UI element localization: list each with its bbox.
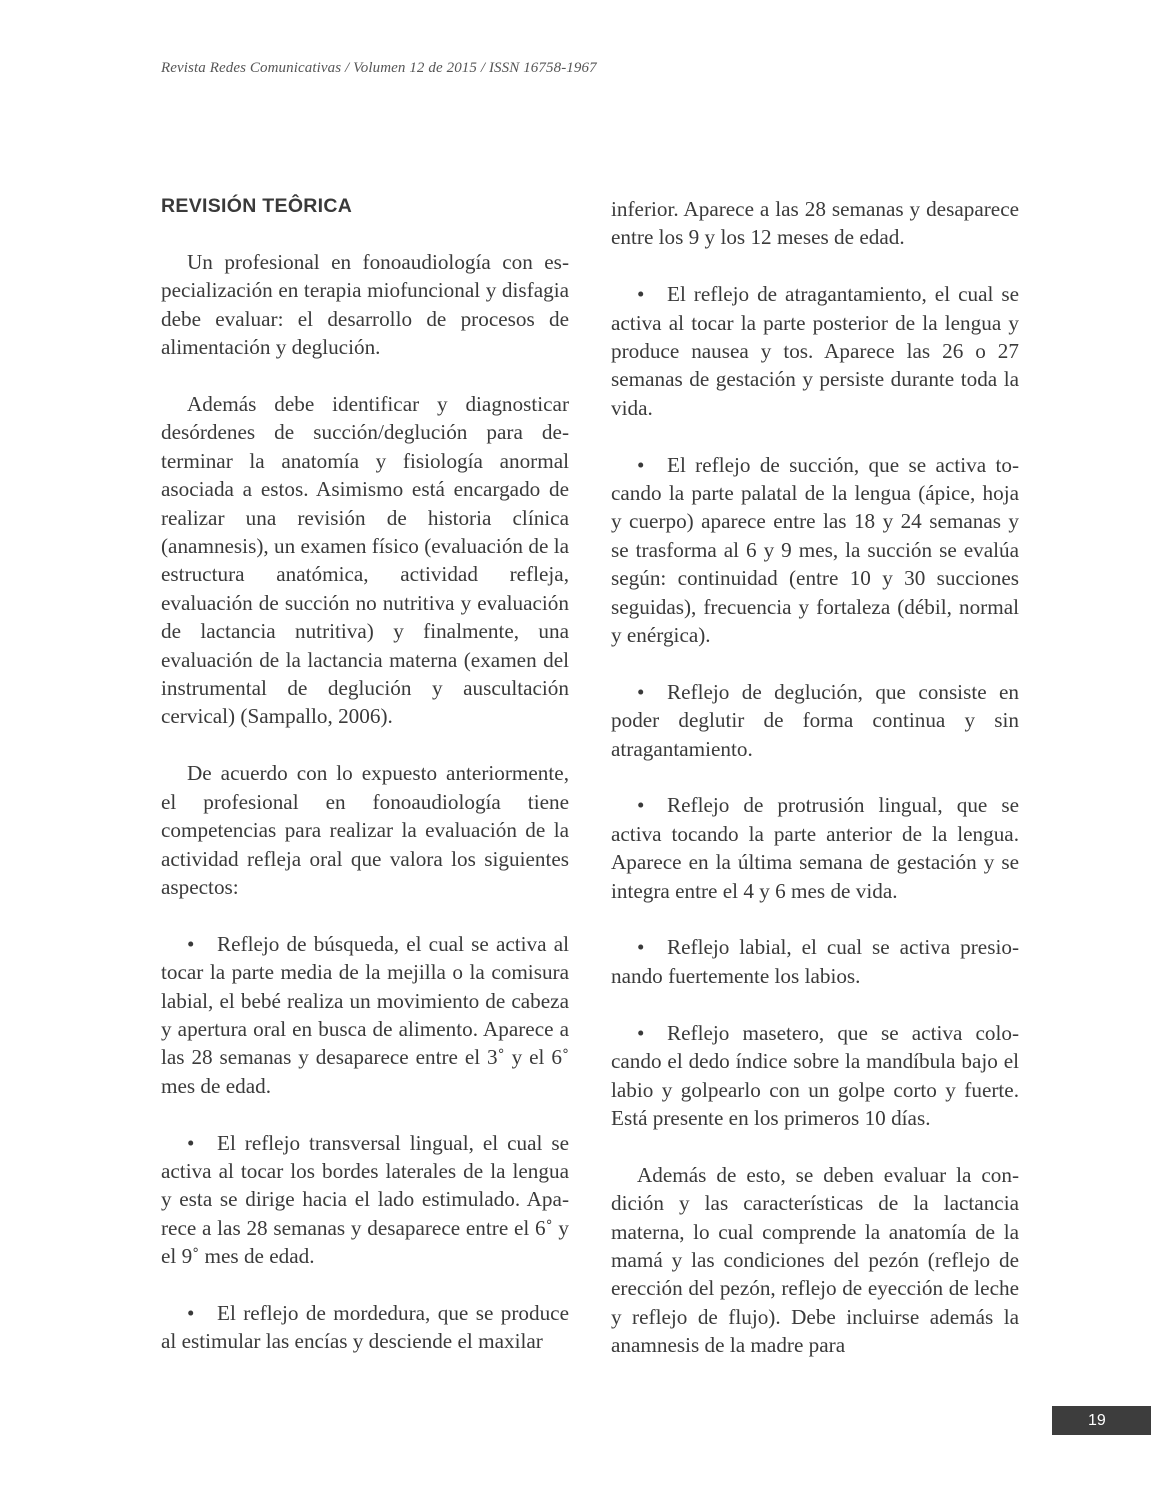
paragraph-evaluation: Además debe identificar y diagnosticar desórdenes de succión/deglución para determinar la anatomía y fisiología anormal asociada a estos. Asimismo está encargado de realizar una revisión de historia clínica (anamnesis), un examen físico (evaluación de la estructura anatómica, actividad refleja, evaluación de succión no nutritiva y evaluación de lactancia nutritiva) y finalmente, una evaluación de la lactancia materna (examen del instrumental de deglución y auscultación cervical) (Sampallo, 2006). <box>161 392 569 729</box>
bullet-glyph: • <box>637 1020 645 1045</box>
paragraph-intro: Un profesional en fonoaudiología con especialización en terapia miofuncional y disfagia debe evaluar: el desarrollo de procesos de alimentación y deglución. <box>161 250 569 360</box>
bullet-glyph: • <box>637 935 645 960</box>
bullet-item-protrusion <box>611 791 1019 905</box>
paragraph-lactancia: Además de esto, se deben evaluar la condición y las características de la lactancia materna, lo cual comprende la anatomía de la mamá y las condiciones del pezón (reflejo de erección del pezón, reflejo de eyección de leche y reflejo de flujo). Debe incluirse además la anamnesis de la madre para <box>611 1162 1019 1358</box>
bullet-item-mordedura <box>161 1299 569 1356</box>
bullet-text: Reflejo de protrusión lingual, que se activa tocando la parte anterior de la lengua. Aparece en la última semana de gestación y se integra entre el 4 y 6 mes de vida. <box>611 793 1019 903</box>
bullet-item-transversal <box>161 1129 569 1271</box>
bullet-item-succion <box>611 451 1019 650</box>
bullet-glyph: • <box>637 793 645 818</box>
bullet-item-deglucion <box>611 678 1019 763</box>
bullet-text: El reflejo de atragantamiento, el cual se activa al tocar la parte posterior de la lengua y produce nausea y tos. Aparece las 26 o 27 semanas de gestación y persiste durante toda la vida. <box>611 282 1019 420</box>
bullet-glyph: • <box>187 1300 195 1325</box>
bullet-glyph: • <box>187 931 195 956</box>
bullet-item-labial <box>611 933 1019 990</box>
bullet-text: Reflejo labial, el cual se activa presionando fuertemente los labios. <box>611 935 1019 988</box>
bullet-glyph: • <box>637 452 645 477</box>
bullet-item-busqueda <box>161 930 569 1100</box>
section-heading: REVISIÓN TEÔRICA <box>161 195 353 217</box>
left-column <box>161 192 569 1384</box>
bullet-text: El reflejo transversal lingual, el cual se activa al tocar los bordes laterales de la lengua y esta se dirige hacia el lado estimulado. Aparece a las 28 semanas y desaparece entre el 6˚ y el 9˚ mes de edad. <box>161 1130 569 1269</box>
bullet-text: Reflejo de deglución, que consiste en poder deglutir de forma continua y sin atragantamiento. <box>611 679 1019 761</box>
bullet-text: Reflejo de búsqueda, el cual se activa al tocar la parte media de la mejilla o la comisura labial, el bebé realiza un movimiento de cabeza y apertura oral en busca de alimento. Aparece a las 28 semanas y desaparece entre el 3˚ y el 6˚ mes de edad. <box>161 931 569 1098</box>
running-header: Revista Redes Comunicativas / Volumen 12 de 2015 / ISSN 16758-1967 <box>161 60 597 76</box>
page-number: 19 <box>1052 1406 1151 1435</box>
bullet-text: El reflejo de mordedura, que se produce al estimular las encías y desciende el maxilar <box>161 1300 569 1354</box>
bullet-text: El reflejo de succión, que se activa tocando la parte palatal de la lengua (ápice, hoja y cuerpo) aparece entre las 18 y 24 semanas y se trasforma al 6 y 9 mes, la succión se evalúa según: continuidad (entre 10 y 30 succiones seguidas), frecuencia y fortaleza (débil, normal y enérgica). <box>611 452 1019 648</box>
bullet-glyph: • <box>637 679 645 704</box>
paragraph-competencies: De acuerdo con lo expuesto anteriormente, el profesional en fonoaudiología tiene competencias para realizar la evaluación de la actividad refleja oral que valora los siguientes aspectos: <box>161 761 569 899</box>
bullet-item-atragantamiento <box>611 280 1019 422</box>
right-column <box>611 195 1019 1388</box>
bullet-item-masetero <box>611 1019 1019 1133</box>
bullet-text: Reflejo masetero, que se activa colocando el dedo índice sobre la mandíbula bajo el labio y golpearlo con un golpe corto y fuerte. Está presente en los primeros 10 días. <box>611 1020 1019 1130</box>
bullet-glyph: • <box>637 282 645 307</box>
paragraph-continuation: inferior. Aparece a las 28 semanas y desaparece entre los 9 y los 12 meses de edad. <box>611 197 1019 250</box>
bullet-glyph: • <box>187 1130 195 1155</box>
